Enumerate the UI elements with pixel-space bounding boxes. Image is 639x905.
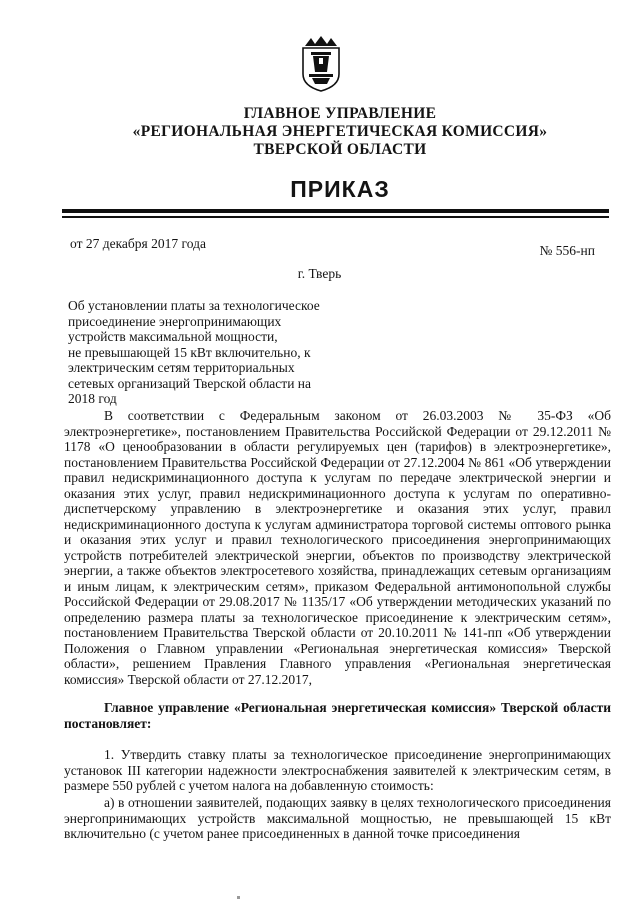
subject-line: электрическим сетям территориальных (68, 360, 295, 375)
subject-line: присоединение энергопринимающих (68, 313, 282, 329)
header-divider-thin (62, 216, 609, 218)
scan-speck (237, 896, 240, 899)
clause-1: 1. Утвердить ставку платы за технологическое присоединение энергопринимающих установок III категории надежности электроснабжения заявителей к электрическим сетям, в размере 550 рублей с учетом налога на добавленную стоимость: (64, 747, 611, 793)
order-city: г. Тверь (297, 266, 342, 281)
order-subject (68, 298, 324, 407)
order-date: от 27 декабря 2017 года (70, 236, 206, 251)
tver-coat-of-arms-icon (301, 34, 341, 92)
subject-line: не превышающей 15 кВт включительно, к (68, 344, 311, 360)
agency-title-line-3: ТВЕРСКОЙ ОБЛАСТИ (253, 141, 427, 158)
subject-line: устройств максимальной мощности, (68, 329, 278, 344)
document-type-title: ПРИКАЗ (290, 176, 390, 202)
subject-line: Об установлении платы за технологическое (68, 298, 320, 313)
header-divider-thick (62, 209, 609, 213)
preamble-paragraph: В соответствии с Федеральным законом от 26.03.2003 № 35-ФЗ «Об электроэнергетике», постановлением Правительства Российской Федерации от 29.12.2011 № 1178 «О ценообразовании в области регулируемых цен (тарифов) в электроэнергетике», постановлением Правительства Российской Федерации от 27.12.2004 № 861 «Об утверждении правил недискриминационного доступа к услугам по передаче электрической энергии и оказания этих услуг, правил недискриминационного доступа к услугам по оперативно-диспетчерскому управлению в электроэнергетике и оказания этих услуг, правил недискриминационного доступа к услугам администратора торговой системы оптового рынка и оказания этих услуг и правил технологического присоединения энергопринимающих устройств потребителей электрической энергии, объектов по производству электрической энергии, а также объектов электросетевого хозяйства, принадлежащих сетевым организациям и иным лицам, к электрическим сетям», приказом Федеральной антимонопольной службы Российской Федерации от 29.08.2017 № 1135/17 «Об утверждении методических указаний по определению размера платы за технологическое присоединение к электрическим сетям», постановлением Правительства Тверской области от 20.10.2011 № 141-пп «Об утверждении Положения о Главном управлении «Региональная энергетическая комиссия» Тверской области», решением Правления Главного управления «Региональная энергетическая комиссия» Тверской области от 27.12.2017, (64, 408, 611, 687)
clause-1a: а) в отношении заявителей, подающих заявку в целях технологического присоединения энергопринимающих устройств максимальной мощностью, не превышающей 15 кВт включительно (с учетом ранее присоединенных в данной точке присоединения (64, 795, 611, 841)
subject-line: 2018 год (68, 391, 117, 406)
resolution-statement: Главное управление «Региональная энергетическая комиссия» Тверской области постановляет: (64, 700, 611, 731)
order-number: № 556-нп (539, 243, 595, 258)
subject-line: сетевых организаций Тверской области на (68, 375, 312, 391)
agency-title-line-1: ГЛАВНОЕ УПРАВЛЕНИЕ (243, 105, 437, 122)
agency-title-line-2: «РЕГИОНАЛЬНАЯ ЭНЕРГЕТИЧЕСКАЯ КОМИССИЯ» (132, 123, 548, 140)
